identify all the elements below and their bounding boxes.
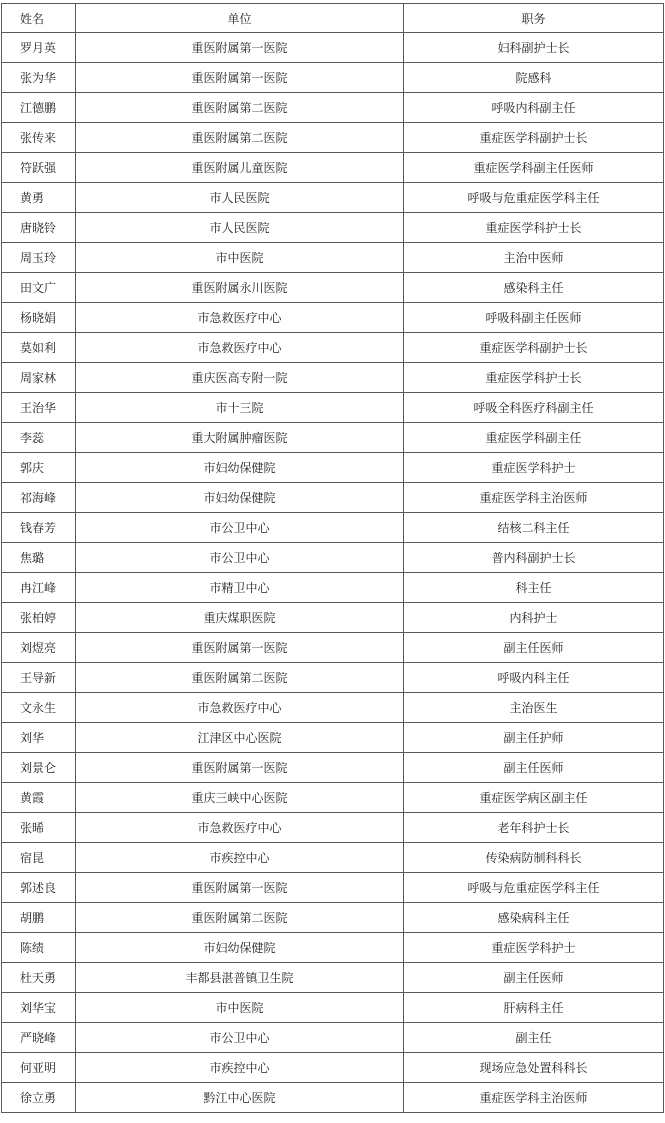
table-row [2,603,664,633]
table-row [2,1053,664,1083]
title-cell: 主治中医师 [404,243,664,273]
name-cell: 符跃强 [2,153,76,183]
title-cell: 重症医学科护士长 [404,363,664,393]
name-cell: 钱春芳 [2,513,76,543]
name-cell: 徐立勇 [2,1083,76,1113]
unit-cell: 市十三院 [76,393,404,423]
title-cell: 副主任医师 [404,753,664,783]
name-cell: 张晞 [2,813,76,843]
name-cell: 罗月英 [2,33,76,63]
unit-cell: 重医附属永川医院 [76,273,404,303]
title-cell: 院感科 [404,63,664,93]
unit-cell: 市中医院 [76,993,404,1023]
title-cell: 科主任 [404,573,664,603]
table-row [2,723,664,753]
unit-cell: 市人民医院 [76,213,404,243]
title-cell: 传染病防制科科长 [404,843,664,873]
header-row [2,4,664,33]
unit-cell: 重医附属第二医院 [76,93,404,123]
name-cell: 严晓峰 [2,1023,76,1053]
name-cell: 李蕊 [2,423,76,453]
title-cell: 妇科副护士长 [404,33,664,63]
name-cell: 杨晓娟 [2,303,76,333]
table-row [2,1023,664,1053]
unit-cell: 市急救医疗中心 [76,693,404,723]
unit-cell: 市公卫中心 [76,1023,404,1053]
name-cell: 唐晓铃 [2,213,76,243]
table-row [2,153,664,183]
table-row [2,903,664,933]
table-row [2,1083,664,1113]
name-cell: 郭述良 [2,873,76,903]
title-cell: 呼吸科副主任医师 [404,303,664,333]
unit-cell: 重医附属第二医院 [76,663,404,693]
unit-cell: 市精卫中心 [76,573,404,603]
table-row [2,933,664,963]
table-row [2,843,664,873]
unit-cell: 丰都县湛普镇卫生院 [76,963,404,993]
unit-cell: 市急救医疗中心 [76,303,404,333]
title-cell: 重症医学科副护士长 [404,123,664,153]
title-cell: 副主任医师 [404,963,664,993]
header-name: 姓名 [2,4,76,33]
table-row [2,693,664,723]
name-cell: 祁海峰 [2,483,76,513]
name-cell: 黄勇 [2,183,76,213]
table-row [2,123,664,153]
title-cell: 肝病科主任 [404,993,664,1023]
name-cell: 张为华 [2,63,76,93]
table-row [2,753,664,783]
title-cell: 重症医学科护士 [404,453,664,483]
name-cell: 张传来 [2,123,76,153]
table-row [2,243,664,273]
title-cell: 重症医学病区副主任 [404,783,664,813]
name-cell: 莫如利 [2,333,76,363]
unit-cell: 重庆医高专附一院 [76,363,404,393]
title-cell: 结核二科主任 [404,513,664,543]
title-cell: 重症医学科副主任医师 [404,153,664,183]
unit-cell: 重医附属第二医院 [76,123,404,153]
table-body [2,33,664,1113]
unit-cell: 市妇幼保健院 [76,453,404,483]
table-row [2,333,664,363]
unit-cell: 市急救医疗中心 [76,813,404,843]
unit-cell: 重医附属第一医院 [76,633,404,663]
name-cell: 郭庆 [2,453,76,483]
name-cell: 黄霞 [2,783,76,813]
title-cell: 现场应急处置科科长 [404,1053,664,1083]
name-cell: 田文广 [2,273,76,303]
table-row [2,873,664,903]
unit-cell: 重医附属第一医院 [76,33,404,63]
unit-cell: 市急救医疗中心 [76,333,404,363]
table-row [2,393,664,423]
unit-cell: 市妇幼保健院 [76,483,404,513]
name-cell: 刘煜亮 [2,633,76,663]
title-cell: 感染科主任 [404,273,664,303]
name-cell: 刘景仑 [2,753,76,783]
unit-cell: 市疾控中心 [76,843,404,873]
table-row [2,213,664,243]
table-row [2,63,664,93]
name-cell: 刘华 [2,723,76,753]
unit-cell: 市公卫中心 [76,513,404,543]
unit-cell: 重庆煤职医院 [76,603,404,633]
title-cell: 普内科副护士长 [404,543,664,573]
title-cell: 感染病科主任 [404,903,664,933]
table-row [2,303,664,333]
title-cell: 呼吸与危重症医学科主任 [404,183,664,213]
unit-cell: 市中医院 [76,243,404,273]
title-cell: 重症医学科副主任 [404,423,664,453]
title-cell: 呼吸内科副主任 [404,93,664,123]
name-cell: 王导新 [2,663,76,693]
staff-table [1,3,664,1113]
title-cell: 重症医学科副护士长 [404,333,664,363]
unit-cell: 市公卫中心 [76,543,404,573]
unit-cell: 市妇幼保健院 [76,933,404,963]
table-row [2,633,664,663]
title-cell: 重症医学科主治医师 [404,1083,664,1113]
title-cell: 重症医学科护士 [404,933,664,963]
table-row [2,423,664,453]
title-cell: 内科护士 [404,603,664,633]
header-unit: 单位 [76,4,404,33]
name-cell: 文永生 [2,693,76,723]
name-cell: 何亚明 [2,1053,76,1083]
table-row [2,813,664,843]
name-cell: 陈绩 [2,933,76,963]
name-cell: 胡鹏 [2,903,76,933]
table-row [2,513,664,543]
unit-cell: 重医附属第一医院 [76,873,404,903]
name-cell: 张柏婷 [2,603,76,633]
title-cell: 副主任护师 [404,723,664,753]
name-cell: 江德鹏 [2,93,76,123]
unit-cell: 市疾控中心 [76,1053,404,1083]
unit-cell: 市人民医院 [76,183,404,213]
unit-cell: 江津区中心医院 [76,723,404,753]
name-cell: 杜天勇 [2,963,76,993]
title-cell: 主治医生 [404,693,664,723]
table-row [2,543,664,573]
title-cell: 呼吸内科主任 [404,663,664,693]
table-row [2,993,664,1023]
table-row [2,663,664,693]
table-row [2,963,664,993]
name-cell: 冉江峰 [2,573,76,603]
unit-cell: 重医附属第一医院 [76,753,404,783]
name-cell: 焦璐 [2,543,76,573]
title-cell: 重症医学科护士长 [404,213,664,243]
title-cell: 老年科护士长 [404,813,664,843]
name-cell: 王治华 [2,393,76,423]
table-row [2,483,664,513]
table-row [2,363,664,393]
title-cell: 副主任 [404,1023,664,1053]
name-cell: 周玉玲 [2,243,76,273]
unit-cell: 重庆三峡中心医院 [76,783,404,813]
table-row [2,183,664,213]
unit-cell: 重医附属儿童医院 [76,153,404,183]
table-row [2,273,664,303]
title-cell: 呼吸全科医疗科副主任 [404,393,664,423]
unit-cell: 重医附属第二医院 [76,903,404,933]
title-cell: 呼吸与危重症医学科主任 [404,873,664,903]
unit-cell: 重大附属肿瘤医院 [76,423,404,453]
name-cell: 刘华宝 [2,993,76,1023]
header-title: 职务 [404,4,664,33]
name-cell: 周家林 [2,363,76,393]
unit-cell: 重医附属第一医院 [76,63,404,93]
table-row [2,783,664,813]
table-row [2,93,664,123]
title-cell: 副主任医师 [404,633,664,663]
table-row [2,453,664,483]
name-cell: 宿昆 [2,843,76,873]
table-row [2,33,664,63]
unit-cell: 黔江中心医院 [76,1083,404,1113]
table-row [2,573,664,603]
title-cell: 重症医学科主治医师 [404,483,664,513]
